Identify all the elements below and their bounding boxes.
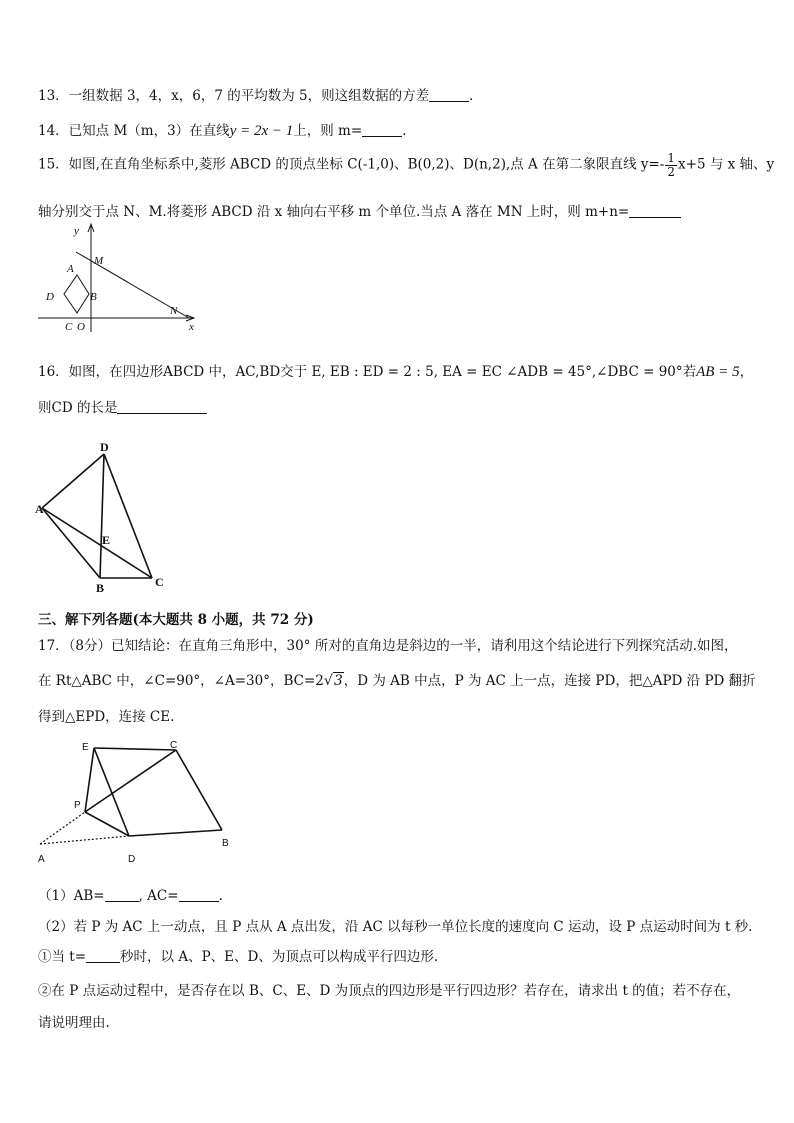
q17-sub1-post: 秒时，以 A、P、E、D、为顶点可以构成平行四边形. bbox=[120, 949, 439, 965]
q14-pre: 14．已知点 M（m，3）在直线 bbox=[38, 123, 230, 139]
question-17-part2 bbox=[38, 915, 752, 935]
q16-label-b: B bbox=[96, 581, 105, 595]
q17-label-d: D bbox=[128, 854, 136, 865]
q17-part1-a: （1）AB= bbox=[38, 888, 105, 904]
q16-diag-db bbox=[100, 454, 104, 578]
q17-line1: 17．（8分）已知结论：在直角三角形中，30° 所对的直角边是斜边的一半，请利用这个结论进行下列探究活动.如图， bbox=[38, 638, 738, 654]
q16-line1-end: ， bbox=[739, 364, 754, 380]
q17-part1-end: . bbox=[218, 888, 223, 904]
q17-sub1-pre: ①当 t= bbox=[38, 949, 87, 965]
q16-label-d: D bbox=[100, 440, 109, 454]
q16-side-ad bbox=[42, 454, 104, 508]
q16-side-dc bbox=[104, 454, 152, 578]
q17-sub2-line1: ②在 P 点运动过程中，是否存在以 B、C、E、D 为顶点的四边形是平行四边形？若存在，请求出 t 的值；若不存在， bbox=[38, 983, 741, 999]
section-3-title-text: 三、解下列各题(本大题共 8 小题，共 72 分) bbox=[38, 612, 314, 628]
q15-frac-den: 2 bbox=[667, 164, 676, 179]
q16-label-a: A bbox=[35, 502, 44, 516]
q13-answer-blank[interactable] bbox=[429, 88, 469, 103]
q15-answer-blank[interactable] bbox=[629, 204, 681, 219]
q15-label-a: A bbox=[67, 263, 74, 275]
question-17-line3 bbox=[38, 705, 174, 725]
q14-end: . bbox=[402, 123, 407, 139]
q15-pre: 15．如图,在直角坐标系中,菱形 ABCD 的顶点坐标 C(-1,0)、B(0,2)、D(n,2),点 A 在第二象限直线 y=- bbox=[38, 156, 665, 173]
q15-frac-num: 1 bbox=[667, 151, 676, 165]
q17-seg-ec bbox=[94, 748, 176, 750]
q16-answer-blank[interactable] bbox=[117, 400, 207, 415]
question-17-line2 bbox=[38, 669, 756, 689]
q17-part2: （2）若 P 为 AC 上一动点，且 P 点从 A 点出发，沿 AC 以每秒一单位长度的速度向 C 运动，设 P 点运动时间为 t 秒. bbox=[38, 919, 753, 935]
q13-text: 13．一组数据 3，4，x，6，7 的平均数为 5，则这组数据的方差 bbox=[38, 88, 430, 104]
q17-seg-ed bbox=[94, 748, 129, 836]
q17-figure bbox=[34, 738, 244, 868]
q17-ac-blank[interactable] bbox=[179, 888, 219, 903]
q16-label-e: E bbox=[102, 533, 111, 547]
q14-post: 上，则 m= bbox=[293, 123, 363, 139]
q15-rhombus bbox=[64, 275, 89, 313]
q15-label-n: N bbox=[170, 305, 178, 317]
question-17-part1 bbox=[38, 884, 223, 904]
q16-diag-ac bbox=[42, 508, 152, 578]
q17-t-blank[interactable] bbox=[86, 949, 120, 964]
question-14 bbox=[38, 119, 406, 140]
question-17-sub1 bbox=[38, 945, 438, 965]
q15-label-m: M bbox=[94, 255, 104, 267]
q17-line3: 得到△EPD，连接 CE. bbox=[38, 709, 175, 725]
q15-line2: 轴分别交于点 N、M.将菱形 ABCD 沿 x 轴向右平移 m 个单位.当点 A 落在 MN 上时，则 m+n= bbox=[38, 204, 630, 220]
q16-label-c: C bbox=[155, 575, 164, 589]
question-16-line2 bbox=[38, 396, 207, 416]
question-15-line1 bbox=[38, 152, 774, 178]
section-3-title bbox=[38, 608, 314, 628]
q17-seg-db bbox=[129, 830, 222, 836]
q15-label-x: x bbox=[189, 321, 194, 333]
q16-side-ab bbox=[42, 508, 100, 578]
q15-post: x+5 与 x 轴、y bbox=[678, 156, 775, 173]
q17-seg-pd bbox=[85, 812, 129, 836]
q14-answer-blank[interactable] bbox=[362, 123, 402, 138]
q17-label-a: A bbox=[38, 854, 45, 865]
question-16-line1 bbox=[38, 360, 753, 381]
q17-seg-ap bbox=[40, 812, 85, 844]
question-15-line2 bbox=[38, 200, 681, 220]
q16-figure bbox=[34, 440, 174, 596]
q17-line2-pre: 在 Rt△ABC 中，∠C=90°，∠A=30°，BC=2 bbox=[38, 673, 324, 689]
q14-formula: y = 2x − 1 bbox=[229, 123, 294, 139]
q17-sqrt-value: 3 bbox=[333, 673, 343, 689]
q17-ab-blank[interactable] bbox=[105, 888, 139, 903]
question-13 bbox=[38, 84, 483, 104]
q13-end: ． bbox=[469, 88, 483, 104]
q15-label-c: C bbox=[65, 321, 73, 333]
q17-seg-cb bbox=[176, 750, 222, 830]
q17-label-c: C bbox=[170, 740, 178, 751]
q15-label-b: B bbox=[90, 291, 97, 303]
q16-line2: 则CD 的长是 bbox=[38, 400, 118, 416]
q15-label-d: D bbox=[46, 291, 54, 303]
q17-sqrt: √3 bbox=[323, 673, 343, 689]
q17-seg-ad bbox=[40, 836, 129, 844]
q15-figure bbox=[34, 222, 204, 334]
question-17-sub2-line1 bbox=[38, 979, 740, 999]
q16-line1: 16．如图，在四边形ABCD 中，AC,BD交于 E, EB : ED = 2 : 5, EA = EC ∠ADB = 45°,∠DBC = 90°若 bbox=[38, 364, 697, 380]
q15-label-o: O bbox=[77, 321, 85, 333]
q17-label-e: E bbox=[82, 742, 89, 753]
question-17-sub2-line2 bbox=[38, 1011, 110, 1031]
q17-label-b: B bbox=[222, 838, 229, 849]
q17-part1-b: , AC= bbox=[138, 888, 179, 904]
q15-label-y: y bbox=[74, 225, 79, 237]
question-17-line1 bbox=[38, 634, 738, 654]
q16-condition: AB = 5 bbox=[696, 364, 740, 380]
q17-sub2-line2: 请说明理由. bbox=[38, 1015, 110, 1031]
q17-seg-ep bbox=[85, 748, 94, 812]
q17-line2-post: ，D 为 AB 中点，P 为 AC 上一点，连接 PD，把△APD 沿 PD 翻折 bbox=[343, 673, 756, 689]
q17-label-p: P bbox=[74, 800, 81, 811]
q15-fraction bbox=[665, 152, 677, 178]
